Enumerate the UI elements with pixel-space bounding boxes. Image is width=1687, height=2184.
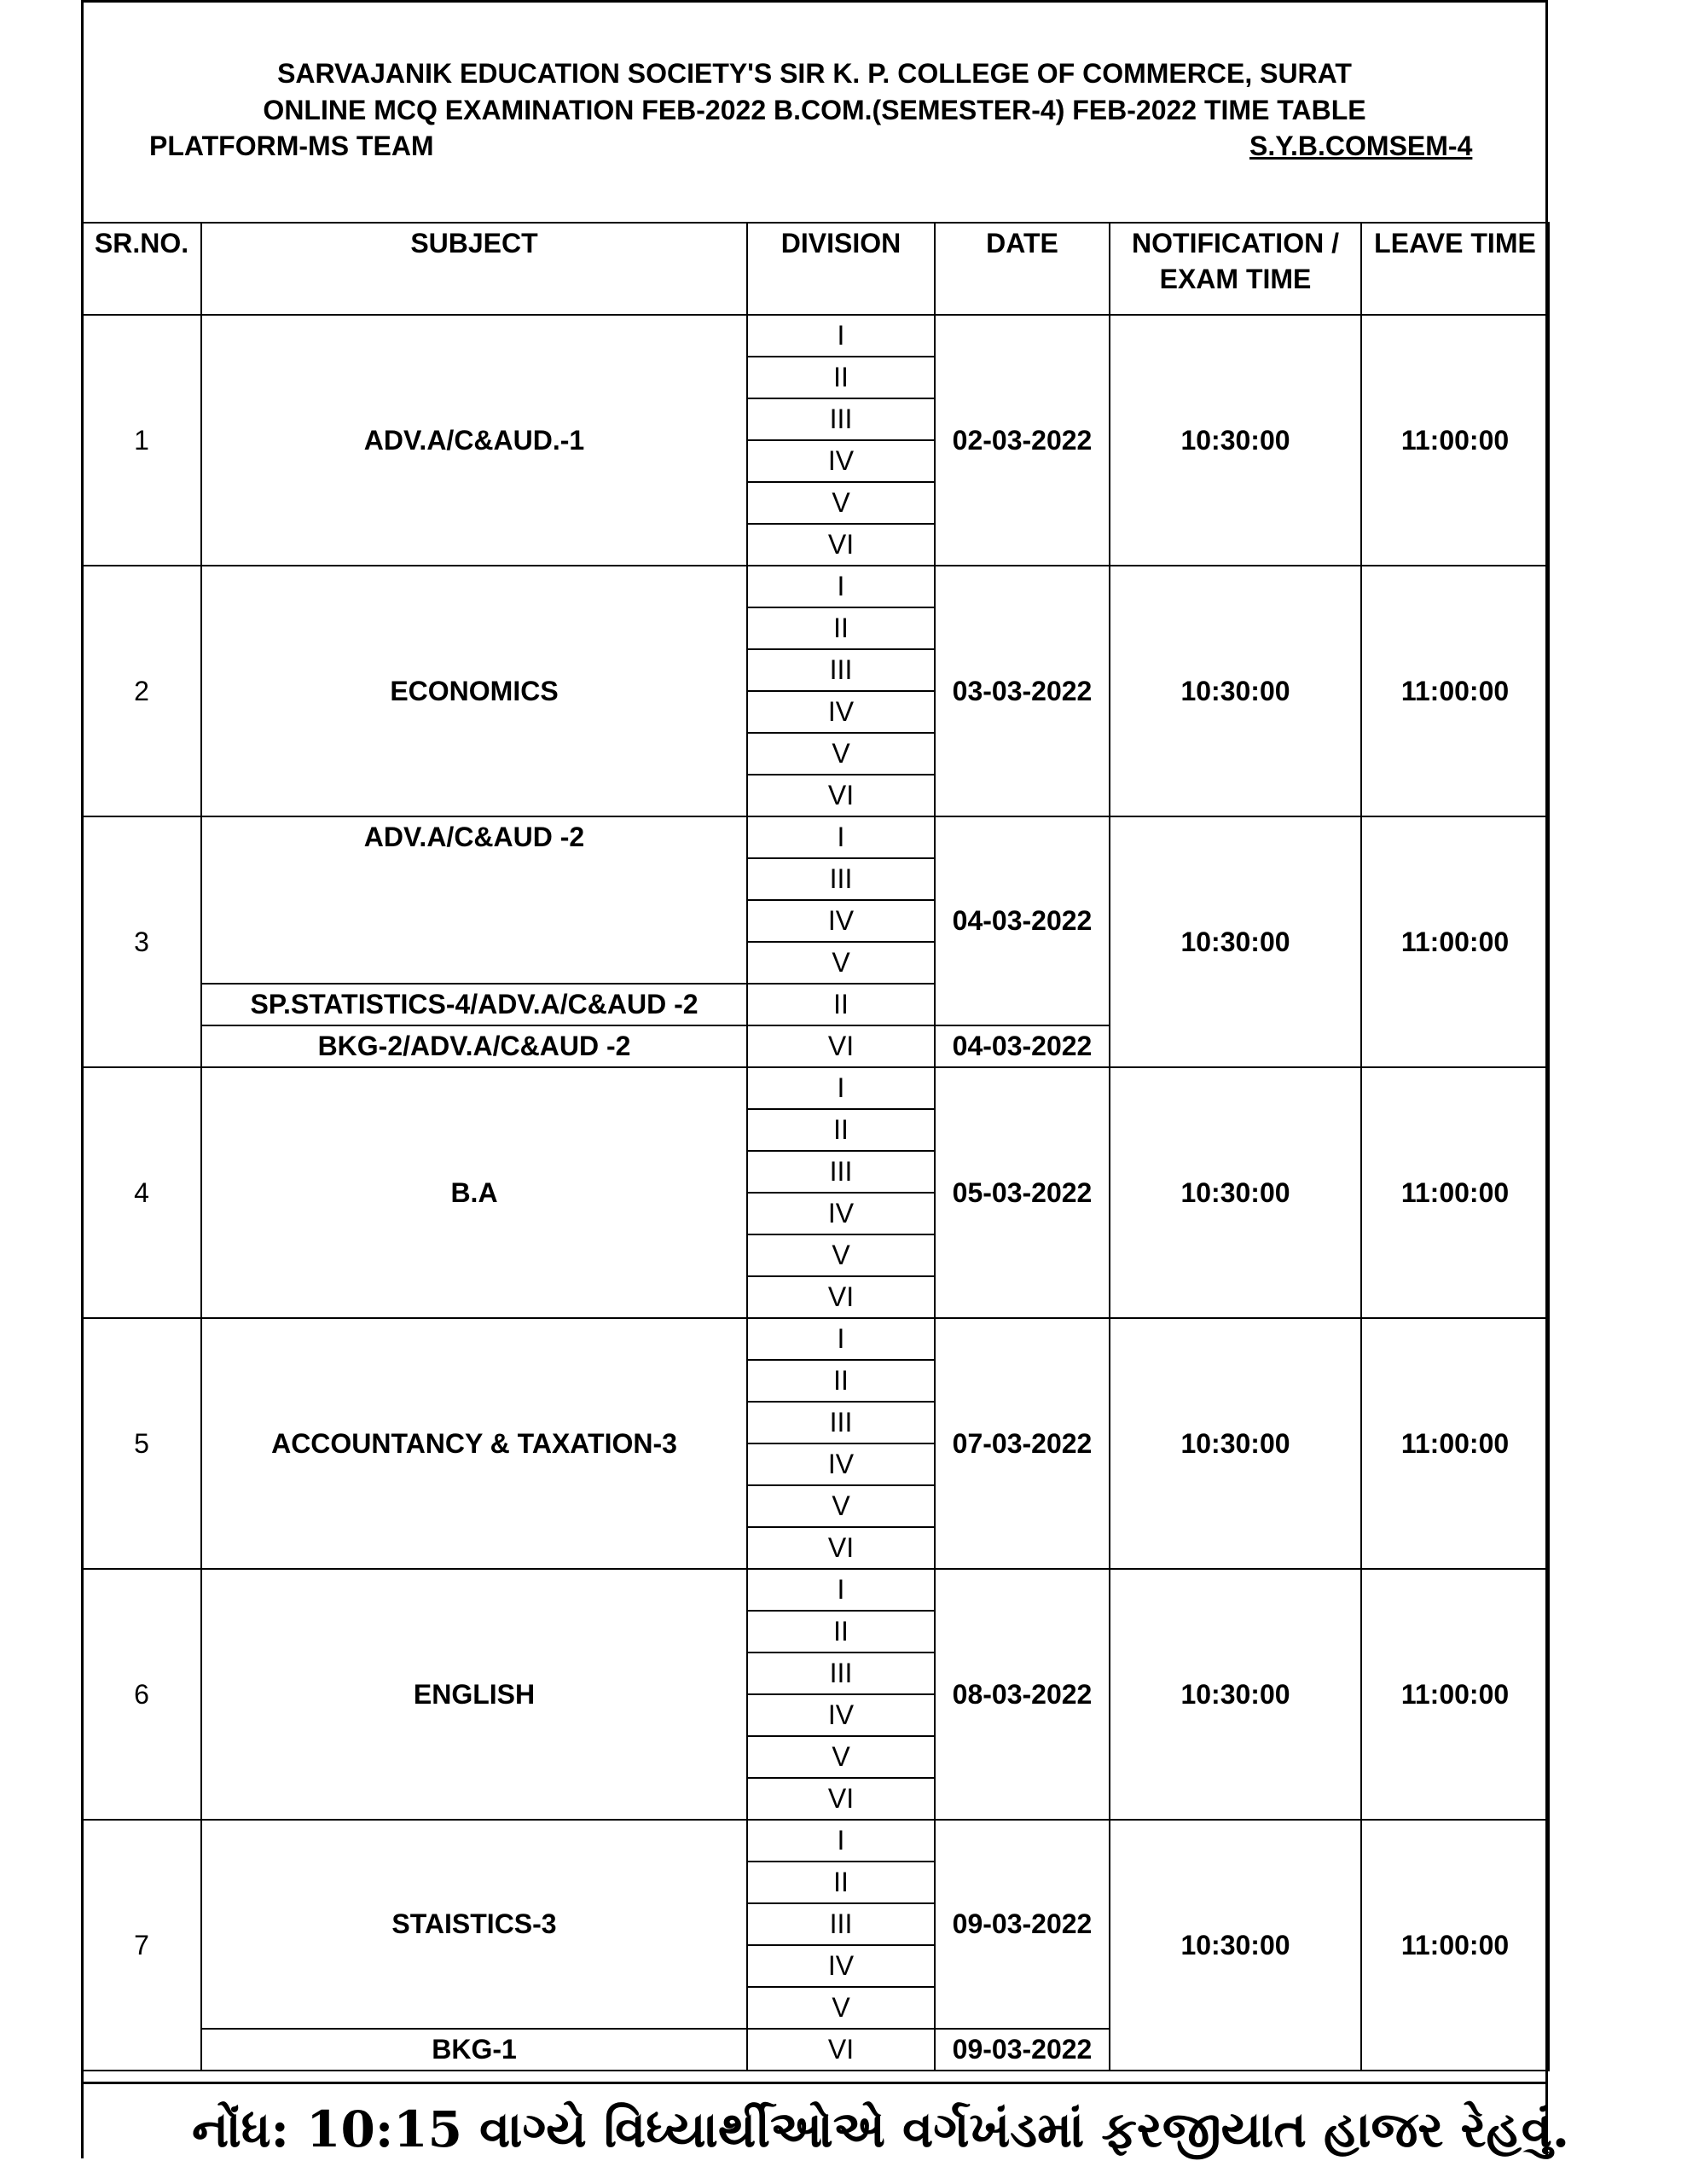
division-cell: II bbox=[747, 1611, 935, 1653]
subject-cell: BKG-2/ADV.A/C&AUD -2 bbox=[201, 1025, 747, 1067]
division-cell: II bbox=[747, 1360, 935, 1402]
division-cell: III bbox=[747, 1151, 935, 1193]
division-cell: VI bbox=[747, 2029, 935, 2071]
exam-time-cell: 10:30:00 bbox=[1110, 1820, 1361, 2071]
leave-time-cell: 11:00:00 bbox=[1361, 1569, 1549, 1820]
division-cell: IV bbox=[747, 1945, 935, 1987]
leave-time-cell: 11:00:00 bbox=[1361, 816, 1549, 1067]
subject-cell: SP.STATISTICS-4/ADV.A/C&AUD -2 bbox=[201, 984, 747, 1025]
division-cell: IV bbox=[747, 900, 935, 942]
date-cell: 02-03-2022 bbox=[935, 315, 1110, 566]
table-row bbox=[82, 315, 1549, 357]
division-cell: VI bbox=[747, 1276, 935, 1318]
division-cell: III bbox=[747, 398, 935, 440]
division-cell: I bbox=[747, 1067, 935, 1109]
division-cell: IV bbox=[747, 440, 935, 482]
subject-cell: BKG-1 bbox=[201, 2029, 747, 2071]
date-cell: 03-03-2022 bbox=[935, 566, 1110, 816]
date-cell: 09-03-2022 bbox=[935, 2029, 1110, 2071]
leave-time-cell: 11:00:00 bbox=[1361, 566, 1549, 816]
date-cell: 04-03-2022 bbox=[935, 816, 1110, 1025]
exam-time-cell: 10:30:00 bbox=[1110, 1067, 1361, 1318]
institution-title: SARVAJANIK EDUCATION SOCIETY'S SIR K. P. COLLEGE OF COMMERCE, SURAT bbox=[277, 58, 1352, 89]
table-row bbox=[82, 1820, 1549, 1862]
table-row bbox=[82, 1569, 1549, 1611]
division-cell: II bbox=[747, 357, 935, 398]
division-cell: II bbox=[747, 1109, 935, 1151]
sr-no-cell: 3 bbox=[82, 816, 201, 1067]
division-cell: VI bbox=[747, 1025, 935, 1067]
division-cell: V bbox=[747, 733, 935, 775]
division-cell: V bbox=[747, 482, 935, 524]
sr-no-cell: 2 bbox=[82, 566, 201, 816]
division-cell: I bbox=[747, 816, 935, 858]
sr-no-cell: 1 bbox=[82, 315, 201, 566]
platform-label: PLATFORM-MS TEAM bbox=[149, 131, 434, 161]
leave-time-cell: 11:00:00 bbox=[1361, 315, 1549, 566]
table-header-row bbox=[82, 223, 1549, 315]
division-cell: V bbox=[747, 1987, 935, 2029]
date-cell: 08-03-2022 bbox=[935, 1569, 1110, 1820]
col-header-leave: LEAVE TIME bbox=[1361, 223, 1549, 315]
exam-title: ONLINE MCQ EXAMINATION FEB-2022 B.COM.(SEMESTER-4) FEB-2022 TIME TABLE bbox=[263, 95, 1366, 125]
division-cell: III bbox=[747, 1402, 935, 1443]
division-cell: III bbox=[747, 1653, 935, 1694]
date-cell: 04-03-2022 bbox=[935, 1025, 1110, 1067]
division-cell: I bbox=[747, 315, 935, 357]
division-cell: I bbox=[747, 1318, 935, 1360]
date-cell: 07-03-2022 bbox=[935, 1318, 1110, 1569]
division-cell: I bbox=[747, 566, 935, 607]
division-cell: V bbox=[747, 1736, 935, 1778]
division-cell: II bbox=[747, 984, 935, 1025]
division-cell: III bbox=[747, 649, 935, 691]
division-cell: I bbox=[747, 1569, 935, 1611]
subject-cell: ENGLISH bbox=[201, 1569, 747, 1820]
division-cell: IV bbox=[747, 691, 935, 733]
subject-cell: ECONOMICS bbox=[201, 566, 747, 816]
exam-time-cell: 10:30:00 bbox=[1110, 1569, 1361, 1820]
leave-time-cell: 11:00:00 bbox=[1361, 1820, 1549, 2071]
table-row bbox=[82, 566, 1549, 607]
division-cell: III bbox=[747, 1903, 935, 1945]
col-header-notification: NOTIFICATION / EXAM TIME bbox=[1110, 223, 1361, 315]
date-cell: 05-03-2022 bbox=[935, 1067, 1110, 1318]
division-cell: IV bbox=[747, 1443, 935, 1485]
date-cell: 09-03-2022 bbox=[935, 1820, 1110, 2029]
exam-time-cell: 10:30:00 bbox=[1110, 1318, 1361, 1569]
exam-time-cell: 10:30:00 bbox=[1110, 566, 1361, 816]
division-cell: IV bbox=[747, 1694, 935, 1736]
division-cell: II bbox=[747, 1862, 935, 1903]
timetable-sheet bbox=[81, 0, 1570, 2158]
note-box bbox=[81, 2082, 1570, 2158]
division-cell: I bbox=[747, 1820, 935, 1862]
division-cell: V bbox=[747, 1234, 935, 1276]
timetable bbox=[81, 222, 1550, 2071]
division-cell: II bbox=[747, 607, 935, 649]
timetable-body bbox=[82, 315, 1549, 2071]
table-row bbox=[82, 816, 1549, 858]
leave-time-cell: 11:00:00 bbox=[1361, 1067, 1549, 1318]
division-cell: IV bbox=[747, 1193, 935, 1234]
table-row bbox=[82, 1067, 1549, 1109]
col-header-date: DATE bbox=[935, 223, 1110, 315]
division-cell: V bbox=[747, 1485, 935, 1527]
division-cell: III bbox=[747, 858, 935, 900]
col-header-division: DIVISION bbox=[747, 223, 935, 315]
exam-time-cell: 10:30:00 bbox=[1110, 816, 1361, 1067]
class-label: S.Y.B.COMSEM-4 bbox=[1249, 131, 1473, 161]
division-cell: VI bbox=[747, 1778, 935, 1820]
division-cell: VI bbox=[747, 1527, 935, 1569]
sr-no-cell: 4 bbox=[82, 1067, 201, 1318]
attendance-note: નોંધ: 10:15 વાગ્યે વિધ્યાર્થીઓએ વર્ગખંડમાં ફરજીયાત હાજર રેહવું. bbox=[192, 2100, 1570, 2158]
division-cell: V bbox=[747, 942, 935, 984]
exam-time-cell: 10:30:00 bbox=[1110, 315, 1361, 566]
sr-no-cell: 5 bbox=[82, 1318, 201, 1569]
col-header-subject: SUBJECT bbox=[201, 223, 747, 315]
subject-cell: B.A bbox=[201, 1067, 747, 1318]
division-cell: VI bbox=[747, 775, 935, 816]
table-row bbox=[82, 1318, 1549, 1360]
col-header-srno: SR.NO. bbox=[82, 223, 201, 315]
division-cell: VI bbox=[747, 524, 935, 566]
sr-no-cell: 6 bbox=[82, 1569, 201, 1820]
sr-no-cell: 7 bbox=[82, 1820, 201, 2071]
subject-cell: STAISTICS-3 bbox=[201, 1820, 747, 2029]
subject-cell: ADV.A/C&AUD.-1 bbox=[201, 315, 747, 566]
subject-cell: ACCOUNTANCY & TAXATION-3 bbox=[201, 1318, 747, 1569]
leave-time-cell: 11:00:00 bbox=[1361, 1318, 1549, 1569]
subject-cell: ADV.A/C&AUD -2 bbox=[201, 816, 747, 984]
